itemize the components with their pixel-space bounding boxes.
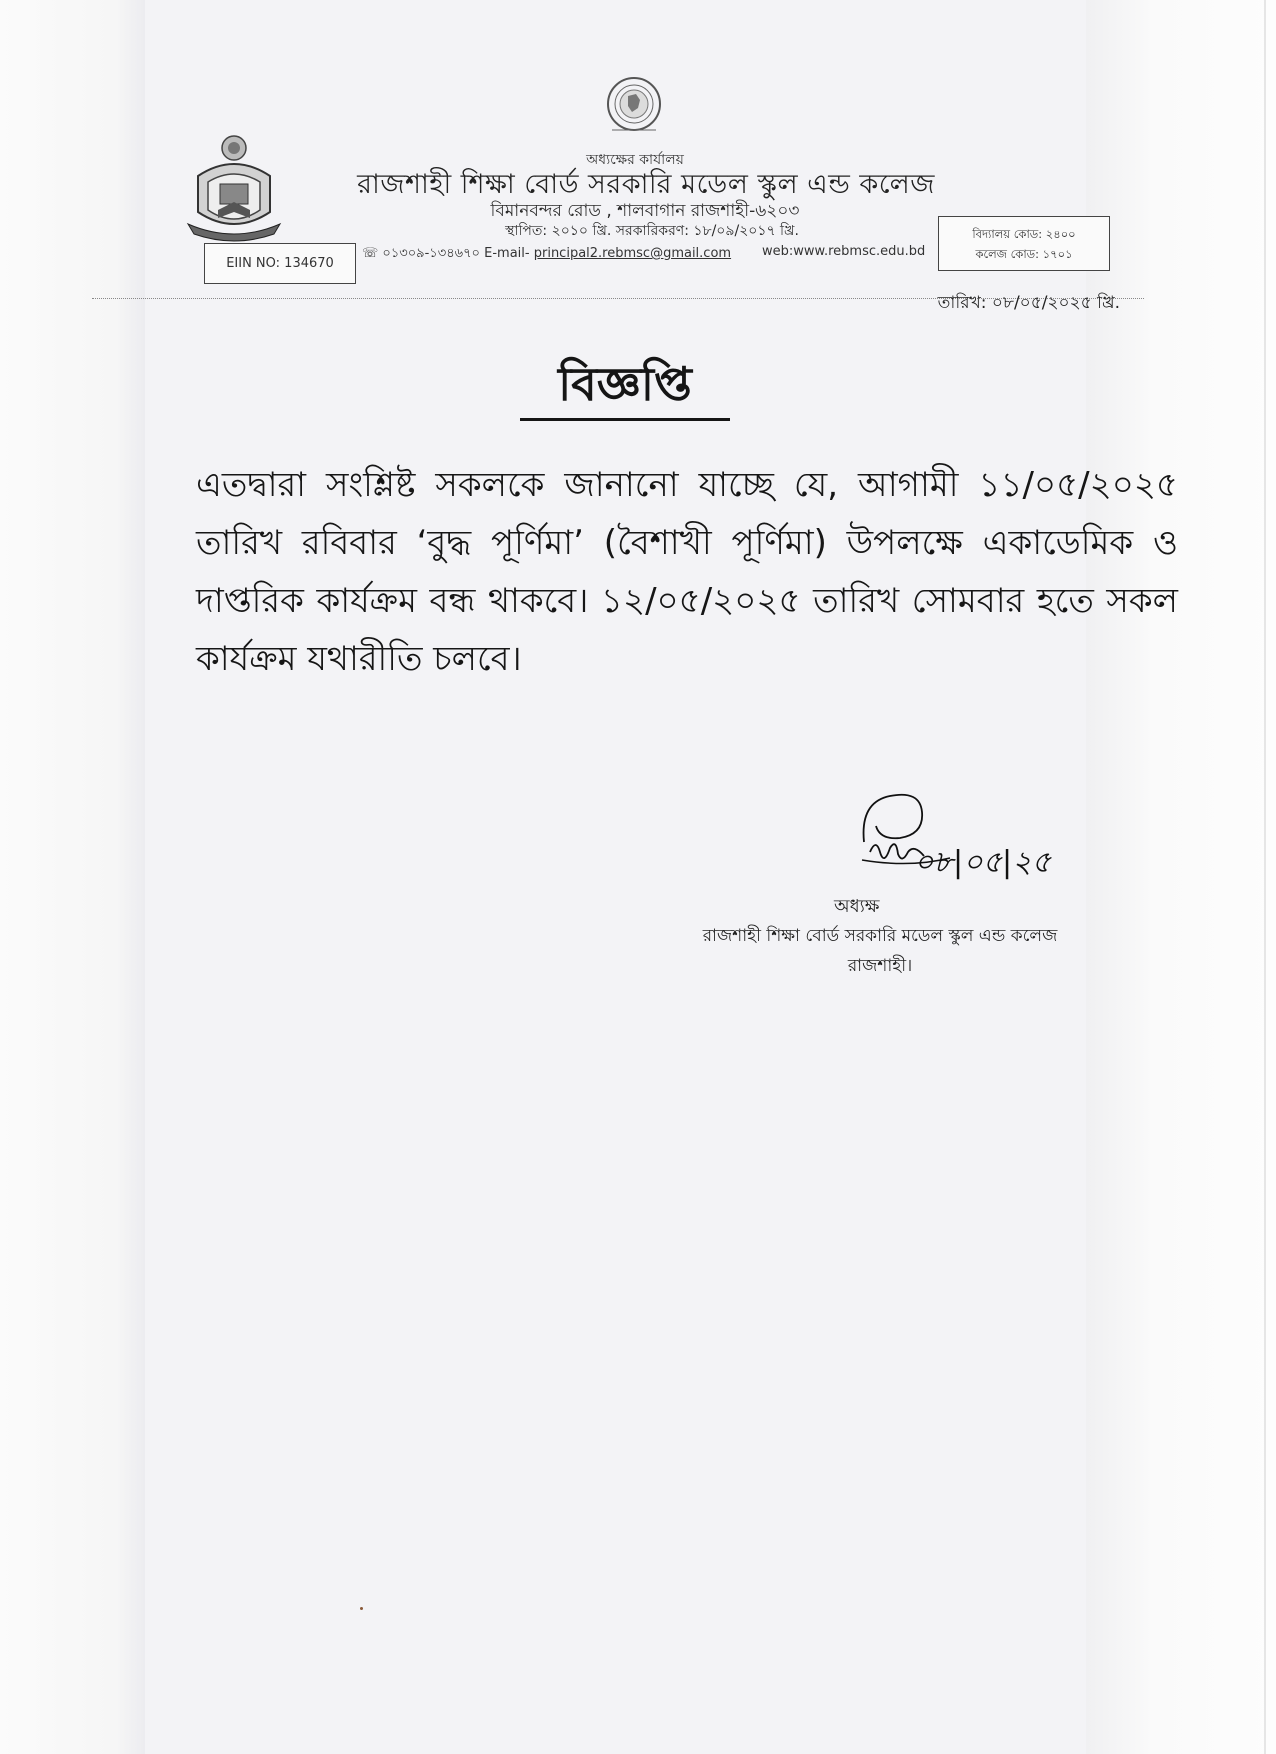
email-link[interactable]: principal2.rebmsc@gmail.com (533, 246, 732, 261)
signature-date: ০৮|০৫|২৫ (914, 845, 1052, 880)
school-address: বিমানবন্দর রোড , শালবাগান রাজশাহী-৬২০৩ (490, 201, 800, 221)
scan-shadow-right (1086, 0, 1276, 1754)
signatory-city: রাজশাহী। (847, 956, 913, 976)
school-crest-icon (184, 132, 284, 244)
website-link[interactable]: web:www.rebmsc.edu.bd (762, 244, 926, 259)
code-box (938, 216, 1110, 271)
phone-number: ☏ ০১৩০৯-১৩৪৬৭০ (362, 246, 480, 261)
college-code: কলেজ কোড: ১৭০১ (975, 246, 1073, 261)
notice-title: বিজ্ঞপ্তি (520, 352, 730, 421)
email-label: E-mail- (484, 246, 530, 261)
scan-shadow-left (0, 0, 145, 1754)
signatory-title: অধ্যক্ষ (834, 896, 880, 917)
scan-speck (360, 1607, 363, 1610)
notice-date: তারিখ: ০৮/০৫/২০২৫ খ্রি. (937, 293, 1120, 313)
eiin-number: EIIN NO: 134670 (226, 256, 334, 271)
contact-info (362, 244, 731, 265)
school-code: বিদ্যালয় কোড: ২৪০০ (972, 226, 1076, 241)
office-label: অধ্যক্ষের কার্যালয় (586, 152, 684, 168)
government-seal-icon (606, 74, 662, 152)
signatory-organization: রাজশাহী শিক্ষা বোর্ড সরকারি মডেল স্কুল এন্ড কলেজ (702, 926, 1058, 946)
establishment-info: স্থাপিত: ২০১০ খ্রি. সরকারিকরণ: ১৮/০৯/২০১৭ খ্রি. (505, 223, 799, 239)
signature-image (850, 782, 1090, 902)
school-name: রাজশাহী শিক্ষা বোর্ড সরকারি মডেল স্কুল এন্ড কলেজ (357, 169, 935, 200)
notice-body: এতদ্বারা সংশ্লিষ্ট সকলকে জানানো যাচ্ছে যে, আগামী ১১/০৫/২০২৫ তারিখ রবিবার ‘বুদ্ধ পূর্ণিমা’ (বৈশাখী পূর্ণিমা) উপলক্ষে একাডেমিক ও দাপ্তরিক কার্যক্রম বন্ধ থাকবে। ১২/০৫/২০২৫ তারিখ সোমবার হতে সকল কার্যক্রম যথারীতি চলবে। (196, 465, 1178, 679)
eiin-box (204, 243, 356, 284)
scan-edge (1264, 0, 1266, 1754)
